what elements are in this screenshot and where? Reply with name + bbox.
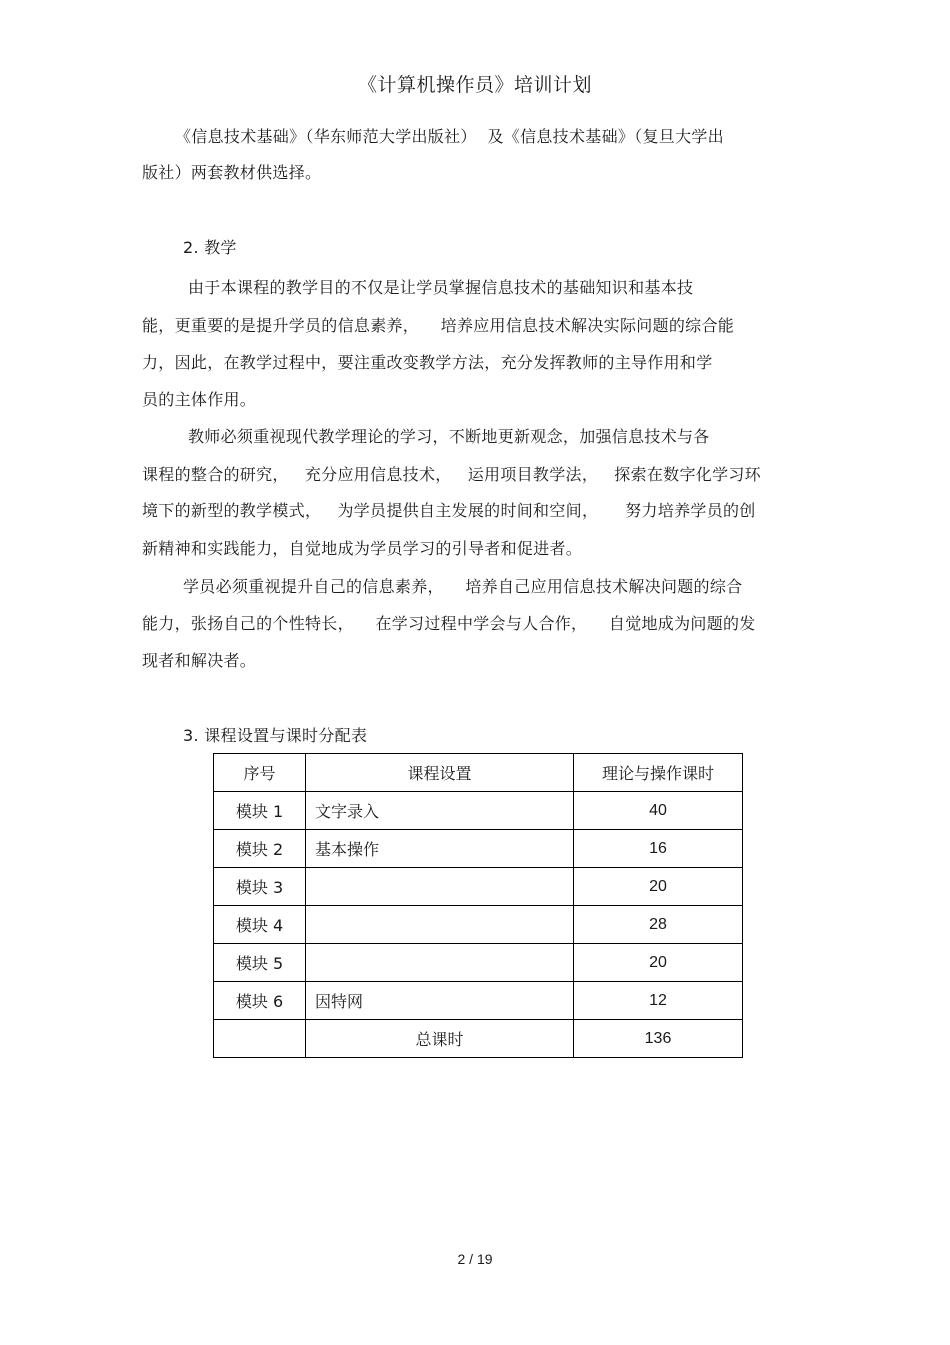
- row-module-id: 模块 3: [214, 868, 306, 906]
- para2-line-4: 新精神和实践能力，自觉地成为学员学习的引导者和促进者。: [142, 539, 583, 558]
- row-course-name: [306, 944, 574, 982]
- table-row: [214, 830, 743, 868]
- intro-line-1: 《信息技术基础》（华东师范大学出版社） 及《信息技术基础》（复旦大学出: [175, 127, 724, 146]
- para3-line-3: 现者和解决者。: [142, 651, 257, 670]
- para3-line-2: 能力，张扬自己的个性特长， 在学习过程中学会与人合作， 自觉地成为问题的发: [142, 614, 756, 633]
- row-hours: 12: [574, 982, 743, 1020]
- total-empty-cell: [214, 1020, 306, 1058]
- total-hours: 136: [574, 1020, 743, 1058]
- row-module-id: 模块 6: [214, 982, 306, 1020]
- row-hours: 20: [574, 868, 743, 906]
- row-hours: 28: [574, 906, 743, 944]
- row-course-name: [306, 868, 574, 906]
- para3-line-1: 学员必须重视提升自己的信息素养， 培养自己应用信息技术解决问题的综合: [183, 577, 743, 596]
- row-course-name: 文字录入: [306, 792, 574, 830]
- intro-line-2: 版社）两套教材供选择。: [142, 163, 322, 182]
- para2-line-3: 境下的新型的教学模式， 为学员提供自主发展的时间和空间， 努力培养学员的创: [142, 501, 756, 520]
- row-course-name: 因特网: [306, 982, 574, 1020]
- header-index: 序号: [214, 754, 306, 792]
- row-course-name: [306, 906, 574, 944]
- para1-line-4: 员的主体作用。: [142, 390, 257, 409]
- table-row: [214, 944, 743, 982]
- table-row: [214, 868, 743, 906]
- row-hours: 16: [574, 830, 743, 868]
- table-header-row: [214, 754, 743, 792]
- row-module-id: 模块 5: [214, 944, 306, 982]
- para2-line-2: 课程的整合的研究， 充分应用信息技术， 运用项目教学法， 探索在数字化学习环: [142, 465, 761, 484]
- table-row: [214, 982, 743, 1020]
- para1-line-1: 由于本课程的教学目的不仅是让学员掌握信息技术的基础知识和基本技: [188, 278, 694, 297]
- row-course-name: 基本操作: [306, 830, 574, 868]
- page-indicator: 2 / 19: [457, 1251, 493, 1267]
- document-title: 《计算机操作员》培训计划: [357, 74, 592, 96]
- row-hours: 40: [574, 792, 743, 830]
- section-3-heading: 3. 课程设置与课时分配表: [183, 726, 368, 745]
- course-hours-table: [213, 753, 743, 1058]
- table-row: [214, 792, 743, 830]
- para2-line-1: 教师必须重视现代教学理论的学习，不断地更新观念，加强信息技术与各: [188, 427, 710, 446]
- row-module-id: 模块 2: [214, 830, 306, 868]
- row-hours: 20: [574, 944, 743, 982]
- para1-line-2: 能，更重要的是提升学员的信息素养， 培养应用信息技术解决实际问题的综合能: [142, 316, 735, 335]
- table-row: [214, 906, 743, 944]
- header-course: 课程设置: [306, 754, 574, 792]
- table-total-row: [214, 1020, 743, 1058]
- para1-line-3: 力，因此，在教学过程中，要注重改变教学方法，充分发挥教师的主导作用和学: [142, 353, 713, 372]
- row-module-id: 模块 4: [214, 906, 306, 944]
- total-label: 总课时: [306, 1020, 574, 1058]
- section-2-heading: 2. 教学: [183, 238, 237, 257]
- row-module-id: 模块 1: [214, 792, 306, 830]
- header-hours: 理论与操作课时: [574, 754, 743, 792]
